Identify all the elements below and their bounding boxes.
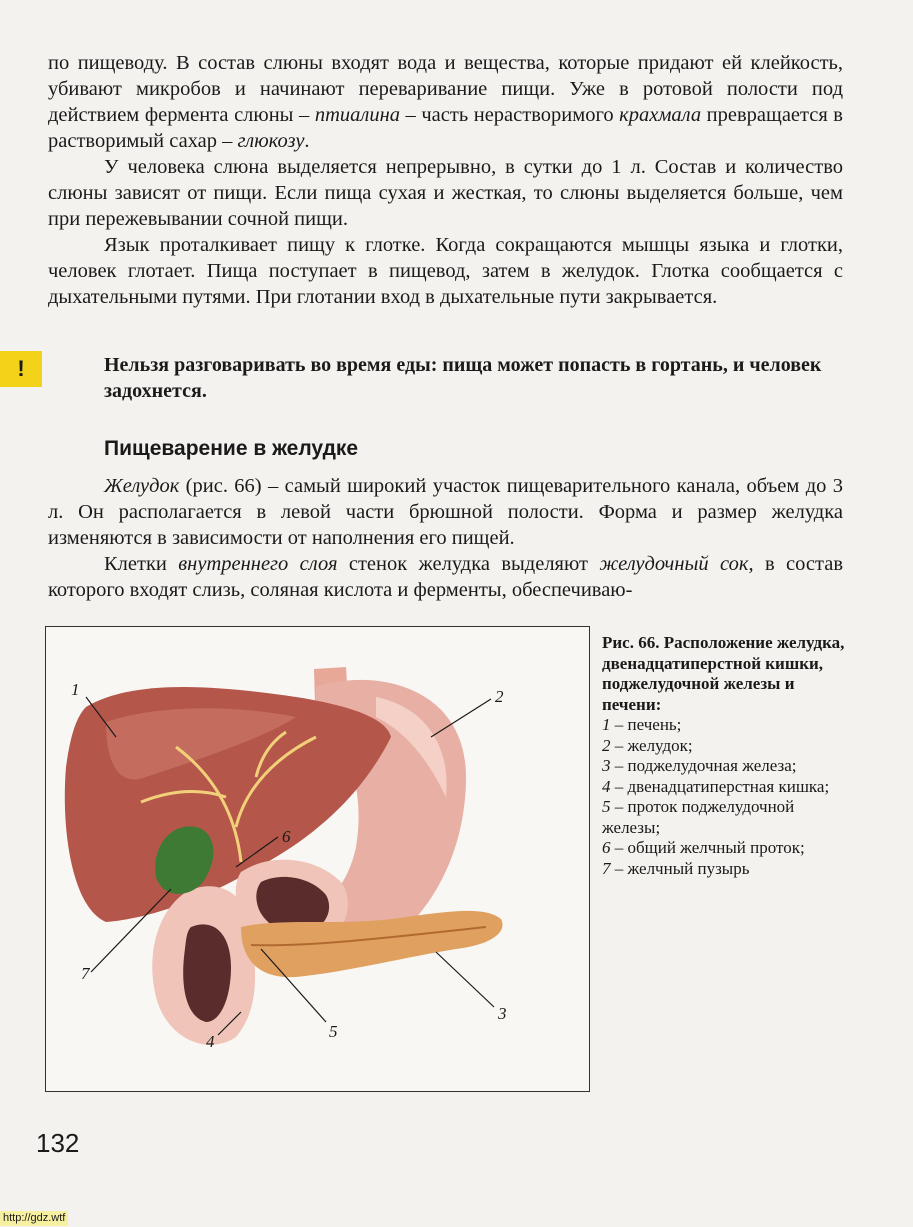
figure-label-7: 7 (81, 964, 90, 983)
paragraph: Клетки внутреннего слоя стенок желудка выделяют желудочный сок, в состав которого входят слизь, соляная кислота и ферменты, обеспечиваю- (48, 553, 843, 601)
figure-label-2: 2 (495, 687, 504, 706)
legend-item: 3 – поджелудочная железа; (602, 756, 797, 775)
figure-label-6: 6 (282, 827, 291, 846)
legend-item: 4 – двенадцатиперстная кишка; (602, 776, 830, 796)
paragraph: по пищеводу. В состав слюны входят вода и вещества, которые придают ей клейкость, убивают микробов и начинают переваривание пищи. Уже в ротовой полости под действием фермента слюны – птиалина – часть нерастворимого крахмала превращается в растворимый сахар – глюкозу. (48, 52, 843, 152)
warning-text: Нельзя разговаривать во время еды: пища может попасть в гортань, и человек задохнется. (104, 354, 822, 402)
figure-caption (602, 633, 852, 879)
legend-item: 6 – общий желчный проток; (602, 838, 805, 857)
legend-item: 7 – желчный пузырь (602, 858, 750, 878)
figure-label-4: 4 (206, 1032, 215, 1051)
figure-label-3: 3 (498, 1004, 507, 1023)
page-number: 132 (36, 1128, 80, 1158)
legend-item: 5 – проток поджелудочной железы; (602, 797, 795, 837)
paragraph: Желудок (рис. 66) – самый широкий участок пищеварительного канала, объем до 3 л. Он располагается в левой части брюшной полости. Форма и размер желудка изменяются в зависимости от наполнения его пищей. (48, 475, 843, 549)
section-heading: Пищеварение в желудке (104, 437, 359, 460)
legend-item: 2 – желудок; (602, 735, 693, 755)
watermark-link[interactable]: http://gdz.wtf (0, 1211, 68, 1226)
leader-line-3 (436, 952, 494, 1007)
bottom-text (48, 473, 843, 603)
figure-66 (45, 626, 590, 1092)
top-text (48, 50, 843, 310)
figure-label-5: 5 (329, 1022, 338, 1041)
warning-icon: ! (0, 351, 42, 387)
figure-label-1: 1 (71, 680, 80, 699)
paragraph: Язык проталкивает пищу к глотке. Когда сокращаются мышцы языка и глотки, человек глотает. Пища поступает в пищевод, затем в желудок. Глотка сообщается с дыхательными путями. При глотании вход в дыхательные пути закрывается. (48, 234, 843, 308)
caption-title: Рис. 66. Расположение желудка, двенадцатиперстной кишки, поджелудочной железы и печени: (602, 633, 845, 714)
paragraph: У человека слюна выделяется непрерывно, в сутки до 1 л. Состав и количество слюны зависят от пищи. Если пища сухая и жесткая, то слюны выделяется больше, чем при пережевывании сочной пищи. (48, 156, 843, 230)
caption-legend (602, 715, 852, 879)
legend-item: 1 – печень; (602, 715, 682, 734)
digestive-organs-illustration (46, 627, 589, 1091)
